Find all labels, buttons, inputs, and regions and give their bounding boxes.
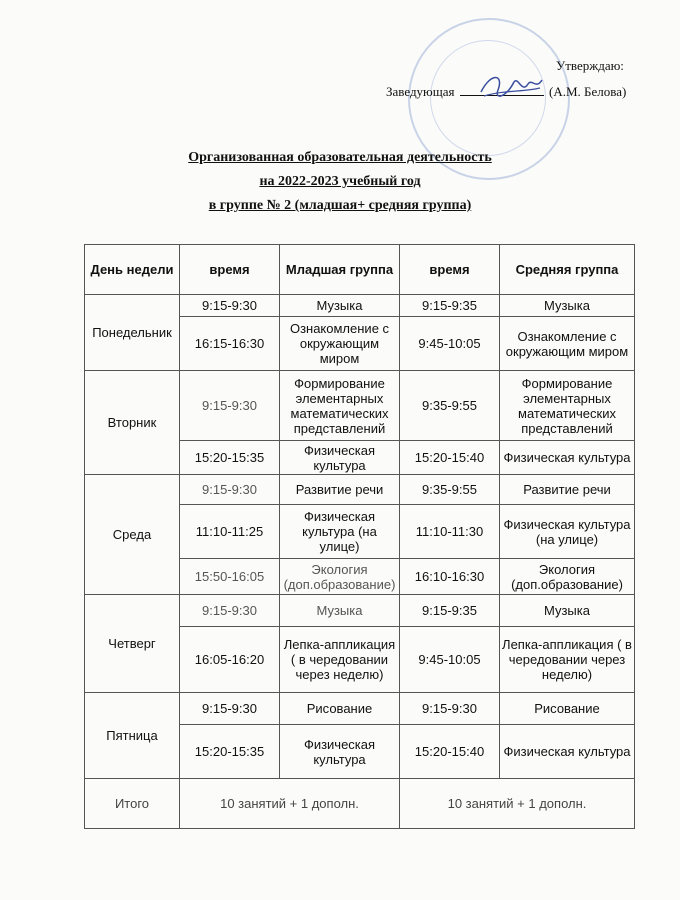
time-junior-cell: 9:15-9:30 [180, 693, 280, 725]
junior-activity-cell: Экология (доп.образование) [280, 559, 400, 595]
time-middle-cell: 9:45-10:05 [400, 317, 500, 371]
table-row [85, 693, 635, 725]
total-label: Итого [85, 779, 180, 829]
middle-activity-cell: Музыка [500, 295, 635, 317]
middle-activity-cell: Рисование [500, 693, 635, 725]
middle-activity-cell: Физическая культура [500, 725, 635, 779]
time-junior-cell: 15:20-15:35 [180, 725, 280, 779]
total-junior: 10 занятий + 1 дополн. [180, 779, 400, 829]
junior-activity-cell: Рисование [280, 693, 400, 725]
time-junior-cell: 11:10-11:25 [180, 505, 280, 559]
time-middle-cell: 9:45-10:05 [400, 627, 500, 693]
time-junior-cell: 16:15-16:30 [180, 317, 280, 371]
junior-activity-cell: Физическая культура (на улице) [280, 505, 400, 559]
time-junior-cell: 9:15-9:30 [180, 371, 280, 441]
time-middle-cell: 9:15-9:30 [400, 693, 500, 725]
middle-activity-cell: Музыка [500, 595, 635, 627]
junior-activity-cell: Ознакомление с окружающим миром [280, 317, 400, 371]
time-middle-cell: 9:35-9:55 [400, 371, 500, 441]
time-middle-cell: 9:35-9:55 [400, 475, 500, 505]
junior-activity-cell: Музыка [280, 595, 400, 627]
time-middle-cell: 15:20-15:40 [400, 725, 500, 779]
total-middle: 10 занятий + 1 дополн. [400, 779, 635, 829]
middle-activity-cell: Физическая культура [500, 441, 635, 475]
junior-activity-cell: Музыка [280, 295, 400, 317]
middle-activity-cell: Формирование элементарных математических представлений [500, 371, 635, 441]
time-junior-cell: 15:50-16:05 [180, 559, 280, 595]
title-line-3: в группе № 2 (младшая+ средняя группа) [208, 198, 472, 213]
middle-activity-cell: Экология (доп.образование) [500, 559, 635, 595]
table-row [85, 371, 635, 441]
time-junior-cell: 9:15-9:30 [180, 475, 280, 505]
day-cell: Среда [85, 475, 180, 595]
day-cell: Понедельник [85, 295, 180, 371]
signature [476, 70, 546, 104]
day-cell: Вторник [85, 371, 180, 475]
time-middle-cell: 9:15-9:35 [400, 595, 500, 627]
approve-label: Утверждаю: [556, 58, 624, 73]
middle-activity-cell: Ознакомление с окружающим миром [500, 317, 635, 371]
day-cell: Четверг [85, 595, 180, 693]
time-junior-cell: 16:05-16:20 [180, 627, 280, 693]
head-name: (А.М. Белова) [549, 84, 627, 99]
schedule-table [84, 244, 635, 829]
header-junior-group: Младшая группа [280, 245, 400, 295]
middle-activity-cell: Физическая культура (на улице) [500, 505, 635, 559]
junior-activity-cell: Развитие речи [280, 475, 400, 505]
table-header-row [85, 245, 635, 295]
time-middle-cell: 11:10-11:30 [400, 505, 500, 559]
time-junior-cell: 15:20-15:35 [180, 441, 280, 475]
time-middle-cell: 15:20-15:40 [400, 441, 500, 475]
middle-activity-cell: Лепка-аппликация ( в чередовании через неделю) [500, 627, 635, 693]
junior-activity-cell: Лепка-аппликация ( в чередовании через неделю) [280, 627, 400, 693]
table-row [85, 595, 635, 627]
head-position: Заведующая [386, 84, 455, 99]
title-line-1: Организованная образовательная деятельность [188, 150, 492, 165]
junior-activity-cell: Физическая культура [280, 725, 400, 779]
document-title [0, 146, 680, 218]
time-middle-cell: 16:10-16:30 [400, 559, 500, 595]
junior-activity-cell: Физическая культура [280, 441, 400, 475]
time-middle-cell: 9:15-9:35 [400, 295, 500, 317]
time-junior-cell: 9:15-9:30 [180, 595, 280, 627]
time-junior-cell: 9:15-9:30 [180, 295, 280, 317]
header-day: День недели [85, 245, 180, 295]
total-row [85, 779, 635, 829]
middle-activity-cell: Развитие речи [500, 475, 635, 505]
header-time-junior: время [180, 245, 280, 295]
table-row [85, 475, 635, 505]
junior-activity-cell: Формирование элементарных математических представлений [280, 371, 400, 441]
day-cell: Пятница [85, 693, 180, 779]
header-time-middle: время [400, 245, 500, 295]
header-middle-group: Средняя группа [500, 245, 635, 295]
table-row [85, 295, 635, 317]
title-line-2: на 2022-2023 учебный год [259, 174, 421, 189]
